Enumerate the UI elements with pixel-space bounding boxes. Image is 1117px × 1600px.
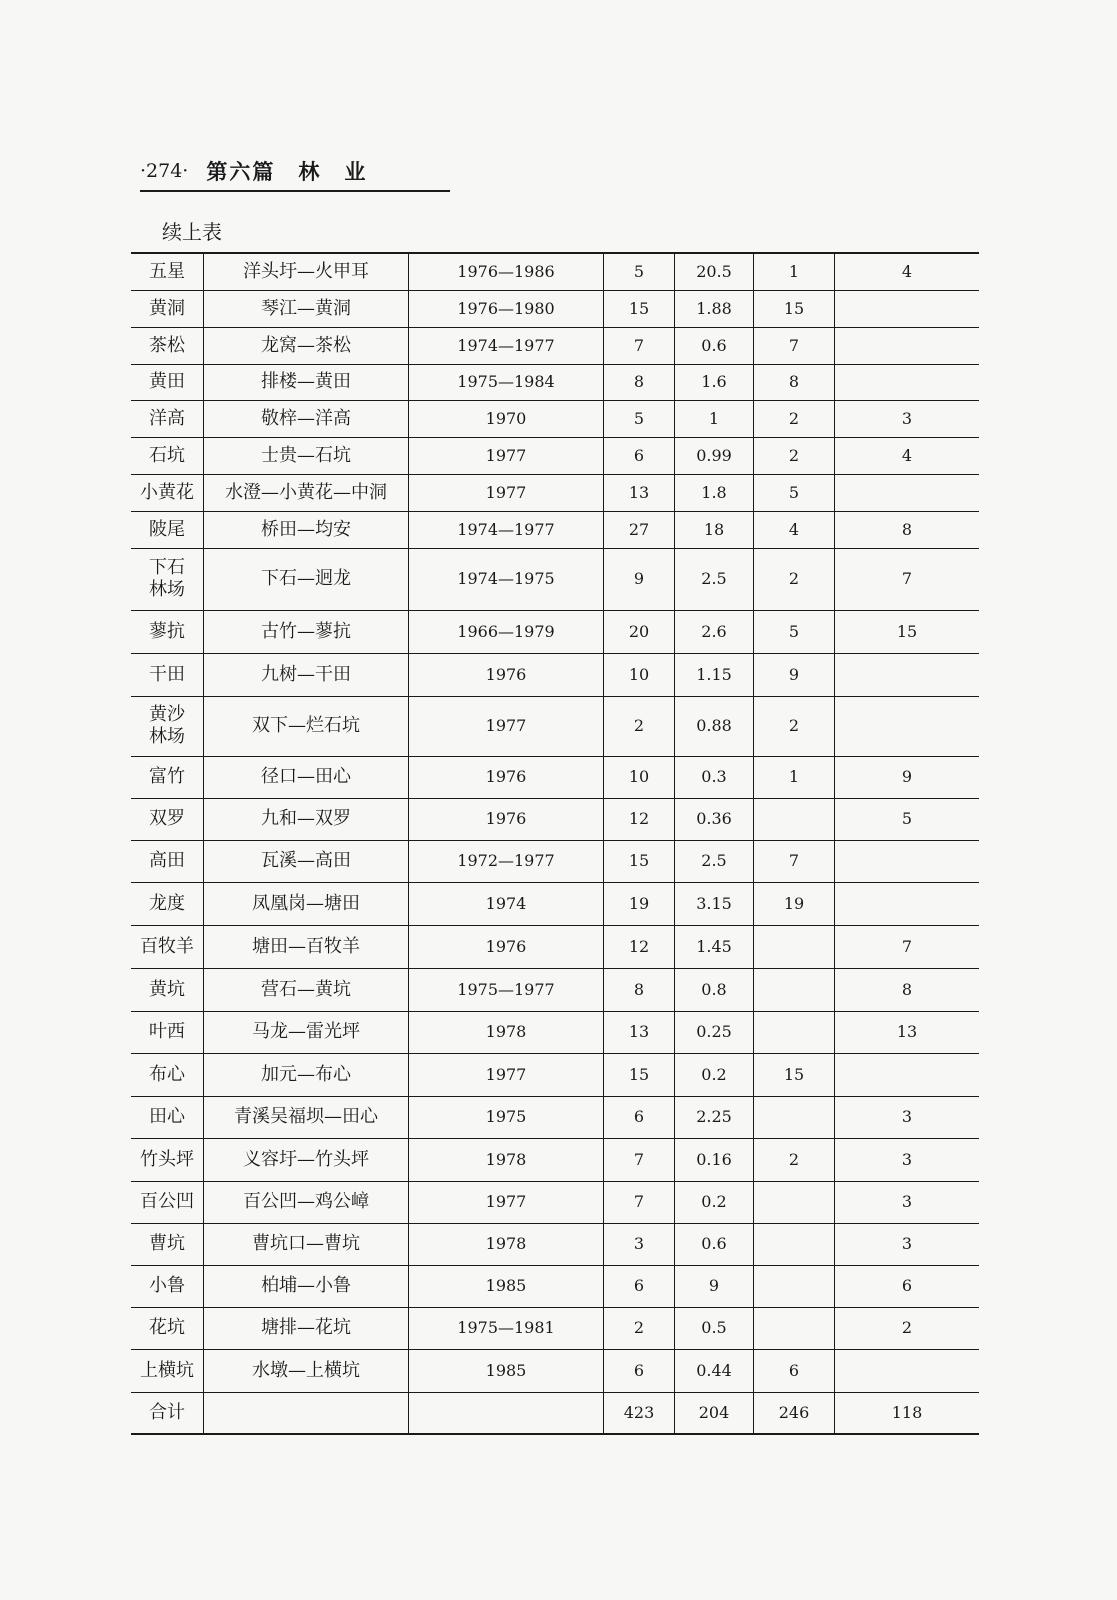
cell-place: 小黄花 [131,474,204,511]
cell-route: 水墩—上横坑 [204,1349,409,1392]
cell-count-4 [835,327,980,364]
cell-route: 琴江—黄洞 [204,290,409,327]
table-row [131,474,979,511]
cell-place: 富竹 [131,756,204,798]
cell-count-1: 8 [604,364,675,400]
cell-place: 干田 [131,653,204,696]
table-row [131,1223,979,1265]
table-row [131,696,979,756]
cell-place: 高田 [131,840,204,882]
cell-route: 双下—烂石坑 [204,696,409,756]
cell-route: 青溪吴福坝—田心 [204,1096,409,1138]
cell-route: 凤凰岗—塘田 [204,882,409,925]
table-row [131,882,979,925]
cell-count-4: 4 [835,437,980,474]
cell-value-2: 0.6 [675,327,754,364]
cell-count-3: 7 [754,327,835,364]
cell-route: 径口—田心 [204,756,409,798]
table-row [131,1138,979,1181]
cell-count-4: 7 [835,925,980,968]
cell-place: 黄坑 [131,968,204,1011]
cell-count-1: 7 [604,327,675,364]
cell-value-2: 0.88 [675,696,754,756]
cell-count-3: 1 [754,756,835,798]
cell-years: 1976—1980 [409,290,604,327]
cell-years: 1977 [409,1053,604,1096]
cell-count-3: 2 [754,548,835,610]
table-row [131,756,979,798]
cell-value-2: 0.25 [675,1011,754,1053]
cell-count-3 [754,968,835,1011]
table-continuation-label: 续上表 [162,220,222,244]
cell-place: 曹坑 [131,1223,204,1265]
cell-value-2: 1.88 [675,290,754,327]
cell-years: 1978 [409,1011,604,1053]
cell-count-1: 27 [604,511,675,548]
cell-place: 石坑 [131,437,204,474]
cell-count-3 [754,1011,835,1053]
table-row [131,1392,979,1434]
cell-value-2: 1 [675,400,754,437]
cell-count-1: 5 [604,400,675,437]
cell-value-2: 2.5 [675,840,754,882]
cell-years: 1975—1977 [409,968,604,1011]
table-row [131,290,979,327]
cell-value-2: 2.25 [675,1096,754,1138]
cell-value-2: 1.6 [675,364,754,400]
cell-years: 1978 [409,1138,604,1181]
cell-route: 义容圩—竹头坪 [204,1138,409,1181]
table-row [131,1307,979,1349]
cell-place: 黄洞 [131,290,204,327]
cell-years: 1978 [409,1223,604,1265]
cell-route: 九和—双罗 [204,798,409,840]
cell-value-2: 1.8 [675,474,754,511]
cell-value-2: 2.6 [675,610,754,653]
cell-place: 竹头坪 [131,1138,204,1181]
cell-years: 1974 [409,882,604,925]
cell-years: 1975 [409,1096,604,1138]
cell-route: 水澄—小黄花—中洞 [204,474,409,511]
cell-count-3: 2 [754,400,835,437]
table-row [131,1181,979,1223]
table-row [131,548,979,610]
page-number: ·274· [140,160,189,182]
cell-count-4 [835,474,980,511]
cell-count-1: 9 [604,548,675,610]
cell-place: 布心 [131,1053,204,1096]
cell-count-3: 1 [754,253,835,290]
cell-count-3: 2 [754,696,835,756]
cell-count-3 [754,1265,835,1307]
cell-count-3 [754,1307,835,1349]
cell-count-3: 2 [754,437,835,474]
cell-count-4: 3 [835,1096,980,1138]
cell-route: 桥田—均安 [204,511,409,548]
table-row [131,327,979,364]
cell-place: 田心 [131,1096,204,1138]
cell-value-2: 0.8 [675,968,754,1011]
cell-value-2: 0.2 [675,1053,754,1096]
cell-count-1: 2 [604,696,675,756]
cell-count-4 [835,1053,980,1096]
cell-count-4: 13 [835,1011,980,1053]
cell-count-1: 7 [604,1181,675,1223]
cell-place: 茶松 [131,327,204,364]
cell-count-3 [754,1181,835,1223]
cell-count-4: 3 [835,1181,980,1223]
cell-route: 敬梓—洋高 [204,400,409,437]
cell-place: 洋高 [131,400,204,437]
cell-value-2: 0.99 [675,437,754,474]
cell-value-2: 20.5 [675,253,754,290]
cell-value-2: 0.44 [675,1349,754,1392]
cell-count-4: 2 [835,1307,980,1349]
cell-count-3 [754,1223,835,1265]
cell-count-4 [835,882,980,925]
cell-years: 1966—1979 [409,610,604,653]
cell-count-4: 3 [835,400,980,437]
cell-years: 1975—1981 [409,1307,604,1349]
cell-count-4 [835,290,980,327]
cell-count-4: 4 [835,253,980,290]
cell-route: 瓦溪—高田 [204,840,409,882]
table-row [131,1053,979,1096]
cell-route: 洋头圩—火甲耳 [204,253,409,290]
cell-count-3: 19 [754,882,835,925]
cell-count-1: 13 [604,1011,675,1053]
cell-count-4: 3 [835,1223,980,1265]
cell-count-3: 5 [754,610,835,653]
table-row [131,1011,979,1053]
table-row [131,968,979,1011]
cell-count-3: 2 [754,1138,835,1181]
cell-years: 1976 [409,653,604,696]
cell-count-1: 19 [604,882,675,925]
cell-count-1: 7 [604,1138,675,1181]
cell-count-3: 7 [754,840,835,882]
cell-value-2: 1.15 [675,653,754,696]
cell-place: 陂尾 [131,511,204,548]
cell-value-2: 1.45 [675,925,754,968]
cell-count-4: 7 [835,548,980,610]
cell-route: 马龙—雷光坪 [204,1011,409,1053]
cell-count-3: 246 [754,1392,835,1434]
cell-count-1: 15 [604,290,675,327]
cell-count-4 [835,696,980,756]
cell-count-3: 15 [754,290,835,327]
cell-years: 1977 [409,1181,604,1223]
cell-count-1: 5 [604,253,675,290]
cell-years: 1975—1984 [409,364,604,400]
cell-route: 加元—布心 [204,1053,409,1096]
cell-count-3: 6 [754,1349,835,1392]
cell-count-1: 3 [604,1223,675,1265]
cell-years: 1976—1986 [409,253,604,290]
cell-years: 1977 [409,437,604,474]
cell-count-4: 5 [835,798,980,840]
cell-value-2: 204 [675,1392,754,1434]
table-row [131,437,979,474]
cell-place: 百公凹 [131,1181,204,1223]
cell-route: 龙窝—茶松 [204,327,409,364]
cell-count-4 [835,840,980,882]
cell-count-4: 9 [835,756,980,798]
chapter-title: 第六篇 林 业 [206,159,368,184]
cell-count-1: 8 [604,968,675,1011]
cell-place: 黄田 [131,364,204,400]
cell-count-4 [835,1349,980,1392]
cell-route: 曹坑口—曹坑 [204,1223,409,1265]
cell-years: 1976 [409,798,604,840]
cell-count-1: 10 [604,756,675,798]
cell-count-1: 15 [604,1053,675,1096]
cell-value-2: 0.36 [675,798,754,840]
cell-count-4 [835,653,980,696]
cell-place: 蓼抗 [131,610,204,653]
table-row [131,840,979,882]
cell-route: 柏埔—小鲁 [204,1265,409,1307]
cell-count-1: 12 [604,925,675,968]
cell-place: 花坑 [131,1307,204,1349]
cell-route [204,1392,409,1434]
cell-count-1: 13 [604,474,675,511]
cell-count-1: 12 [604,798,675,840]
cell-count-3: 5 [754,474,835,511]
cell-route: 营石—黄坑 [204,968,409,1011]
cell-count-1: 2 [604,1307,675,1349]
cell-count-1: 6 [604,1349,675,1392]
cell-value-2: 3.15 [675,882,754,925]
cell-place: 龙度 [131,882,204,925]
cell-route: 古竹—蓼抗 [204,610,409,653]
cell-count-4 [835,364,980,400]
cell-years: 1977 [409,696,604,756]
table-row [131,253,979,290]
cell-value-2: 18 [675,511,754,548]
cell-value-2: 0.6 [675,1223,754,1265]
cell-years: 1974—1977 [409,327,604,364]
table-row [131,511,979,548]
cell-count-1: 6 [604,1096,675,1138]
cell-years: 1970 [409,400,604,437]
cell-count-4: 6 [835,1265,980,1307]
cell-place: 百牧羊 [131,925,204,968]
cell-count-3 [754,1096,835,1138]
table-row [131,610,979,653]
cell-years: 1985 [409,1349,604,1392]
table-row [131,1349,979,1392]
cell-value-2: 9 [675,1265,754,1307]
table-row [131,1265,979,1307]
table-row [131,653,979,696]
cell-place: 上横坑 [131,1349,204,1392]
cell-years: 1976 [409,925,604,968]
cell-count-3: 9 [754,653,835,696]
cell-place: 合计 [131,1392,204,1434]
cell-count-4: 118 [835,1392,980,1434]
cell-count-4: 3 [835,1138,980,1181]
cell-count-3: 15 [754,1053,835,1096]
cell-count-4: 8 [835,968,980,1011]
cell-place: 五星 [131,253,204,290]
cell-years: 1974—1975 [409,548,604,610]
table-row [131,400,979,437]
cell-route: 塘排—花坑 [204,1307,409,1349]
cell-route: 塘田—百牧羊 [204,925,409,968]
cell-place: 小鲁 [131,1265,204,1307]
cell-count-1: 15 [604,840,675,882]
cell-route: 九树—干田 [204,653,409,696]
cell-route: 下石—迥龙 [204,548,409,610]
cell-route: 百公凹—鸡公嶂 [204,1181,409,1223]
cell-count-4: 8 [835,511,980,548]
cell-count-1: 10 [604,653,675,696]
table-row [131,798,979,840]
cell-count-1: 6 [604,1265,675,1307]
cell-count-3 [754,798,835,840]
cell-count-1: 423 [604,1392,675,1434]
table-row [131,1096,979,1138]
cell-count-4: 15 [835,610,980,653]
cell-years: 1985 [409,1265,604,1307]
cell-route: 士贵—石坑 [204,437,409,474]
cell-place: 双罗 [131,798,204,840]
page-header [140,152,450,192]
cell-count-1: 20 [604,610,675,653]
table-row [131,364,979,400]
cell-years: 1972—1977 [409,840,604,882]
cell-years: 1977 [409,474,604,511]
cell-years: 1974—1977 [409,511,604,548]
table-row [131,925,979,968]
cell-value-2: 2.5 [675,548,754,610]
cell-value-2: 0.5 [675,1307,754,1349]
cell-count-3 [754,925,835,968]
cell-place: 黄沙 林场 [131,696,204,756]
cell-value-2: 0.3 [675,756,754,798]
cell-count-1: 6 [604,437,675,474]
cell-count-3: 8 [754,364,835,400]
cell-place: 叶西 [131,1011,204,1053]
cell-years [409,1392,604,1434]
cell-place: 下石 林场 [131,548,204,610]
data-table [131,252,979,1435]
cell-value-2: 0.2 [675,1181,754,1223]
cell-years: 1976 [409,756,604,798]
cell-value-2: 0.16 [675,1138,754,1181]
cell-route: 排楼—黄田 [204,364,409,400]
cell-count-3: 4 [754,511,835,548]
